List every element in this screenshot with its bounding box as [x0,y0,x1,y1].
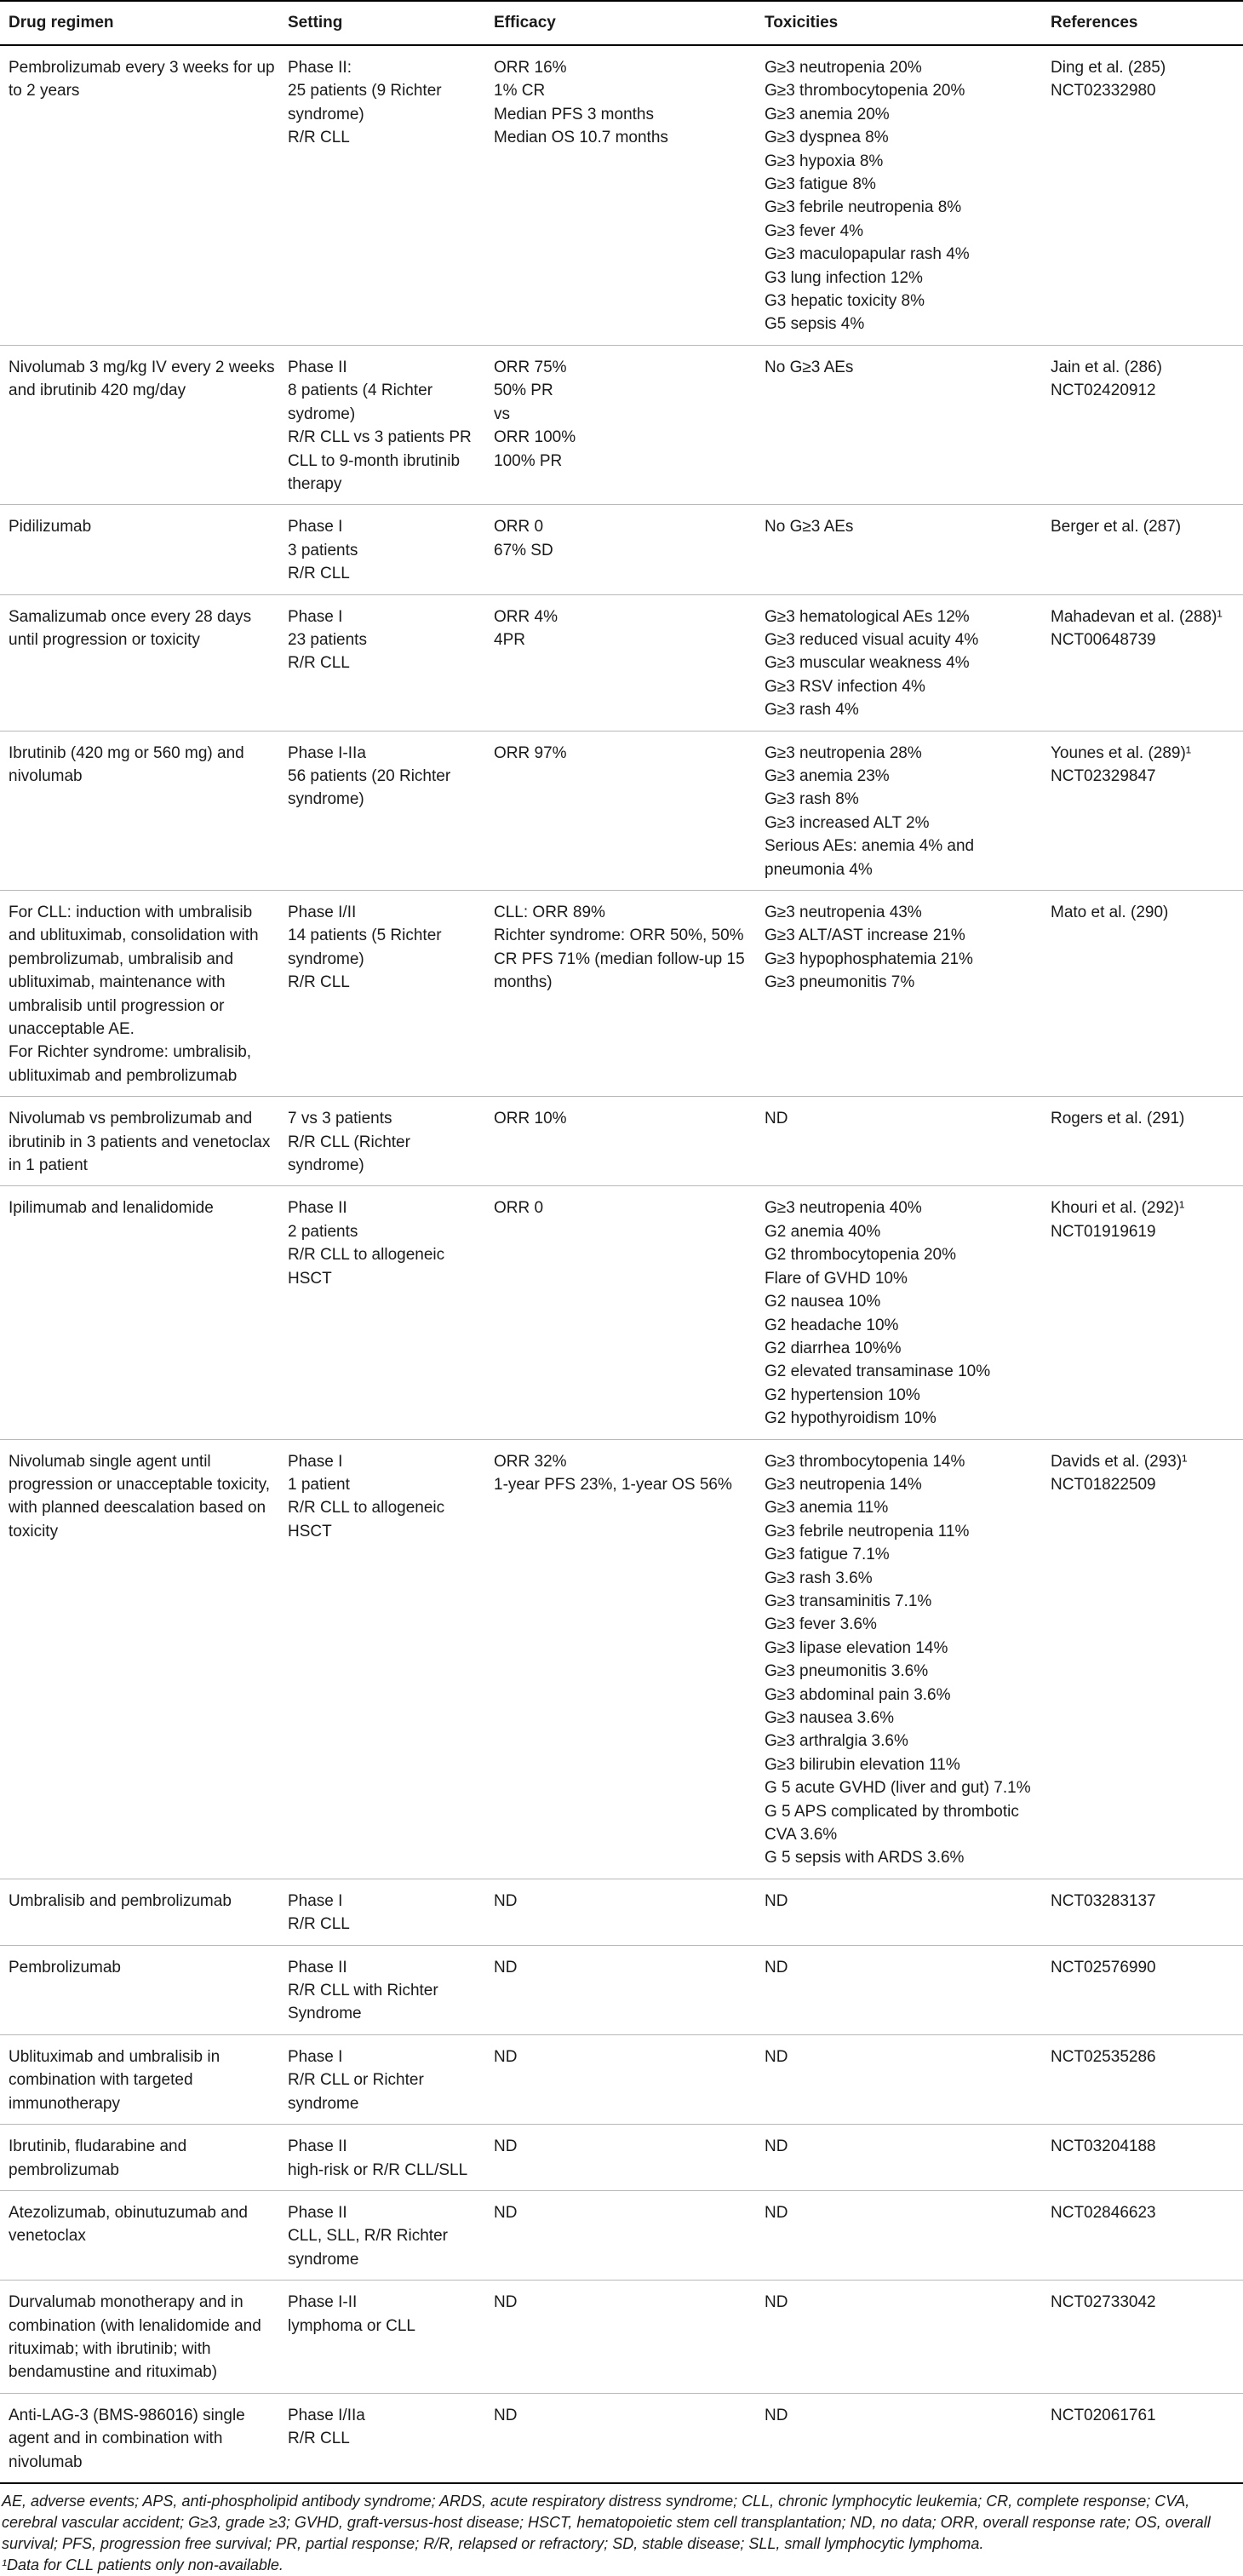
cell-line: Phase II [288,1958,347,1976]
cell-line: ND [494,2203,518,2222]
efficacy-cell [485,2393,756,2483]
efficacy-cell [485,2190,756,2280]
cell-line: ND [765,2047,788,2066]
cell-line: 1 patient [288,1475,350,1494]
toxicities-cell [756,2190,1042,2280]
cell-line: G2 headache 10% [765,1316,899,1334]
cell-line: ORR 4% [494,607,558,626]
cell-line: Phase I-II [288,2293,358,2312]
data-note-footnote: ¹Data for CLL patients only non-available. [2,2556,284,2573]
efficacy-cell [485,1097,756,1186]
drug-regimen-cell [0,345,279,504]
references-header: References [1042,1,1243,45]
setting-cell [279,1879,485,1945]
cell-line: G≥3 nausea 3.6% [765,1709,894,1727]
drug-regimen-cell [0,2190,279,2280]
reference-line: NCT02576990 [1051,1958,1156,1976]
cell-line: G≥3 neutropenia 43% [765,904,922,921]
cell-line: G≥3 anemia 11% [765,1499,889,1517]
cell-line: ORR 16% [494,59,567,77]
drug-regimen-cell [0,2125,279,2191]
cell-line: Phase I [288,607,343,626]
toxicities-cell [756,1439,1042,1879]
reference-line: NCT02329847 [1051,766,1156,785]
cell-line: G≥3 arthralgia 3.6% [765,1732,908,1751]
setting-cell [279,2125,485,2191]
efficacy-cell [485,1945,756,2034]
cell-line: For CLL: induction with umbralisib and ublituximab, consolidation with pembrolizumab, umbralisib and ublituximab, maintenance with umbralisib until progression or unacceptable AE. [9,904,259,1039]
cell-line: ND [494,2137,518,2156]
cell-line: ND [494,2293,518,2312]
cell-line: G≥3 neutropenia 20% [765,59,922,77]
cell-line: 7 vs 3 patients [288,1110,392,1128]
toxicities-cell [756,2034,1042,2124]
cell-line: Richter syndrome: ORR 50%, 50% CR PFS 71% (median follow-up 15 months) [494,927,745,992]
reference-line: NCT02420912 [1051,382,1156,400]
cell-line: Phase I/II [288,904,357,921]
reference-line: Jain et al. (286) [1051,358,1162,376]
references-cell [1042,2125,1243,2191]
table-row [0,1439,1243,1879]
table-footnotes [0,2484,1243,2576]
cell-line: ND [765,2203,788,2222]
cell-line: Phase II [288,2203,347,2222]
efficacy-cell [485,505,756,594]
reference-line: Berger et al. (287) [1051,518,1182,536]
references-cell [1042,2393,1243,2483]
table-row [0,45,1243,345]
references-cell [1042,345,1243,504]
cell-line: Samalizumab once every 28 days until progression or toxicity [9,607,252,649]
efficacy-cell [485,2281,756,2394]
table-row [0,1186,1243,1439]
cell-line: R/R CLL [288,1915,350,1934]
cell-line: Phase I [288,518,343,536]
toxicities-header: Toxicities [756,1,1042,45]
cell-line: R/R CLL to allogeneic HSCT [288,1499,445,1540]
setting-cell [279,505,485,594]
table-row [0,1945,1243,2034]
cell-line: G 5 sepsis with ARDS 3.6% [765,1849,965,1867]
cell-line: G≥3 pneumonitis 7% [765,973,915,992]
cell-line: R/R CLL to allogeneic HSCT [288,1246,445,1288]
cell-line: R/R CLL [288,973,350,992]
cell-line: G2 diarrhea 10%% [765,1339,902,1357]
cell-line: ORR 10% [494,1110,567,1128]
cell-line: G≥3 lipase elevation 14% [765,1638,948,1657]
cell-line: G≥3 thrombocytopenia 20% [765,82,965,100]
drug-regimen-cell [0,594,279,731]
efficacy-header: Efficacy [485,1,756,45]
references-cell [1042,505,1243,594]
cell-line: Anti-LAG-3 (BMS-986016) single agent and in combination with nivolumab [9,2406,245,2471]
setting-cell [279,2281,485,2394]
table-body [0,45,1243,2483]
cell-line: ORR 32% [494,1452,567,1471]
setting-cell [279,2393,485,2483]
cell-line: No G≥3 AEs [765,518,854,536]
efficacy-cell [485,1439,756,1879]
table-row [0,2281,1243,2394]
cell-line: Phase I [288,2047,343,2066]
cell-line: G≥3 anemia 23% [765,766,890,785]
toxicities-cell [756,2125,1042,2191]
cell-line: G≥3 maculopapular rash 4% [765,245,970,264]
references-cell [1042,2034,1243,2124]
drug-regimen-cell [0,2393,279,2483]
reference-line: NCT02535286 [1051,2047,1156,2066]
cell-line: Ibrutinib (420 mg or 560 mg) and nivolumab [9,743,244,785]
cell-line: 67% SD [494,541,553,559]
references-cell [1042,1097,1243,1186]
cell-line: ORR 75% [494,358,567,376]
cell-line: Phase II [288,358,347,376]
cell-line: G≥3 rash 8% [765,790,859,809]
references-cell [1042,731,1243,890]
cell-line: G≥3 fever 4% [765,221,864,240]
cell-line: Median OS 10.7 months [494,129,668,147]
toxicities-cell [756,731,1042,890]
cell-line: G≥3 transaminitis 7.1% [765,1592,932,1610]
efficacy-cell [485,45,756,345]
table-row [0,345,1243,504]
cell-line: ORR 100% [494,428,576,447]
cell-line: Median PFS 3 months [494,105,654,123]
cell-line: Phase I [288,1452,343,1471]
efficacy-cell [485,345,756,504]
reference-line: NCT02332980 [1051,82,1156,100]
efficacy-cell [485,891,756,1097]
cell-line: ND [494,1958,518,1976]
cell-line: Serious AEs: anemia 4% and pneumonia 4% [765,837,975,879]
setting-cell [279,731,485,890]
efficacy-cell [485,1879,756,1945]
reference-line: NCT00648739 [1051,630,1156,649]
setting-cell [279,1097,485,1186]
references-cell [1042,891,1243,1097]
cell-line: R/R CLL [288,565,350,583]
cell-line: No G≥3 AEs [765,358,854,376]
reference-line: Ding et al. (285) [1051,59,1166,77]
table-row [0,1097,1243,1186]
drug-regimen-cell [0,1439,279,1879]
cell-line: ND [494,2047,518,2066]
cell-line: 3 patients [288,541,358,559]
cell-line: 50% PR [494,382,553,400]
reference-line: Younes et al. (289)¹ [1051,743,1192,762]
drug-regimen-cell [0,731,279,890]
cell-line: 1-year PFS 23%, 1-year OS 56% [494,1475,732,1494]
cell-line: 56 patients (20 Richter syndrome) [288,766,451,809]
cell-line: ORR 0 [494,1199,544,1218]
cell-line: G≥3 hematological AEs 12% [765,607,970,626]
cell-line: G≥3 fatigue 7.1% [765,1546,890,1564]
cell-line: ND [765,2293,788,2312]
cell-line: G≥3 increased ALT 2% [765,813,930,832]
cell-line: R/R CLL or Richter syndrome [288,2071,424,2113]
drug-regimen-cell [0,2281,279,2394]
drug-regimen-cell [0,505,279,594]
cell-line: Ipilimumab and lenalidomide [9,1199,214,1218]
drug-regimen-cell [0,1097,279,1186]
cell-line: R/R CLL [288,129,350,147]
toxicities-cell [756,1879,1042,1945]
setting-cell [279,2034,485,2124]
setting-cell [279,1186,485,1439]
cell-line: Nivolumab vs pembrolizumab and ibrutinib in 3 patients and venetoclax in 1 patient [9,1110,271,1175]
cell-line: ND [765,2406,788,2424]
cell-line: G≥3 dyspnea 8% [765,129,889,147]
toxicities-cell [756,2281,1042,2394]
table-header [0,1,1243,45]
toxicities-cell [756,594,1042,731]
cell-line: ORR 0 [494,518,544,536]
cell-line: G≥3 febrile neutropenia 11% [765,1522,970,1540]
cell-line: G≥3 pneumonitis 3.6% [765,1662,929,1681]
cell-line: G2 hypertension 10% [765,1386,920,1404]
table-row [0,731,1243,890]
toxicities-cell [756,1097,1042,1186]
reference-line: Rogers et al. (291) [1051,1110,1185,1128]
setting-cell [279,594,485,731]
drug-regimen-cell [0,2034,279,2124]
cell-line: G≥3 neutropenia 14% [765,1475,922,1494]
cell-line: G2 anemia 40% [765,1222,881,1241]
cell-line: Pidilizumab [9,518,92,536]
reference-line: Mato et al. (290) [1051,904,1169,921]
cell-line: G≥3 hypoxia 8% [765,152,884,170]
cell-line: R/R CLL (Richter syndrome) [288,1133,410,1175]
drug-regimen-cell [0,1879,279,1945]
reference-line: NCT02846623 [1051,2203,1156,2222]
toxicities-cell [756,891,1042,1097]
setting-cell [279,1439,485,1879]
cell-line: Umbralisib and pembrolizumab [9,1891,232,1910]
cell-line: CLL, SLL, R/R Richter syndrome [288,2227,448,2269]
cell-line: For Richter syndrome: umbralisib, ublituximab and pembrolizumab [9,1043,252,1085]
table-row [0,2125,1243,2191]
reference-line: NCT03283137 [1051,1891,1156,1910]
efficacy-cell [485,731,756,890]
table-row [0,594,1243,731]
cell-line: 4PR [494,630,525,649]
cell-line: G 5 acute GVHD (liver and gut) 7.1% [765,1779,1031,1798]
cell-line: Phase I/IIa [288,2406,365,2424]
cell-line: Ublituximab and umbralisib in combination with targeted immunotherapy [9,2047,221,2113]
cell-line: G2 thrombocytopenia 20% [765,1246,956,1265]
drug-regimen-cell [0,1945,279,2034]
cell-line: ND [765,1891,788,1910]
cell-line: Nivolumab single agent until progression or unacceptable toxicity, with planned deescalation based on toxicity [9,1452,270,1540]
toxicities-cell [756,345,1042,504]
setting-cell [279,2190,485,2280]
cell-line: G2 hypothyroidism 10% [765,1409,937,1428]
references-cell [1042,1879,1243,1945]
cell-line: G≥3 anemia 20% [765,105,890,123]
cell-line: Durvalumab monotherapy and in combination (with lenalidomide and rituximab; with ibrutinib; with bendamustine and rituximab) [9,2293,261,2382]
cell-line: G≥3 fever 3.6% [765,1615,877,1634]
cell-line: 8 patients (4 Richter sydrome) [288,382,433,423]
cell-line: vs [494,404,510,423]
cell-line: Phase I-IIa [288,743,366,762]
efficacy-cell [485,1186,756,1439]
cell-line: Ibrutinib, fludarabine and pembrolizumab [9,2137,187,2179]
cell-line: G 5 APS complicated by thrombotic CVA 3.6% [765,1802,1019,1845]
cell-line: G2 nausea 10% [765,1293,881,1311]
cell-line: G≥3 fatigue 8% [765,175,876,194]
reference-line: Mahadevan et al. (288)¹ [1051,607,1223,626]
cell-line: G≥3 rash 4% [765,701,859,720]
toxicities-cell [756,505,1042,594]
cell-line: R/R CLL vs 3 patients PR CLL to 9-month ibrutinib therapy [288,428,472,493]
cell-line: G5 sepsis 4% [765,315,865,334]
cell-line: 2 patients [288,1222,358,1241]
cell-line: 1% CR [494,82,546,100]
cell-line: G≥3 neutropenia 40% [765,1199,922,1218]
toxicities-cell [756,45,1042,345]
reference-line: NCT01822509 [1051,1475,1156,1494]
cell-line: Phase II: [288,59,352,77]
references-cell [1042,2281,1243,2394]
cell-line: Phase II [288,1199,347,1218]
reference-line: NCT02733042 [1051,2293,1156,2312]
reference-line: Davids et al. (293)¹ [1051,1452,1188,1471]
cell-line: ND [765,2137,788,2156]
reference-line: NCT01919619 [1051,1222,1156,1241]
cell-line: ND [494,1891,518,1910]
cell-line: G≥3 febrile neutropenia 8% [765,198,962,217]
cell-line: G≥3 rash 3.6% [765,1569,873,1587]
cell-line: Nivolumab 3 mg/kg IV every 2 weeks and ibrutinib 420 mg/day [9,358,275,400]
reference-line: NCT02061761 [1051,2406,1156,2424]
setting-cell [279,1945,485,2034]
references-cell [1042,1945,1243,2034]
header-row [0,1,1243,45]
cell-line: Pembrolizumab every 3 weeks for up to 2 years [9,59,275,100]
drug-regimen-cell [0,891,279,1097]
cell-line: G≥3 ALT/AST increase 21% [765,927,965,945]
table-row [0,2034,1243,2124]
cell-line: 100% PR [494,451,563,470]
drug-regimen-header: Drug regimen [0,1,279,45]
cell-line: 23 patients [288,630,367,649]
cell-line: G3 lung infection 12% [765,268,923,287]
references-cell [1042,1439,1243,1879]
cell-line: lymphoma or CLL [288,2316,415,2335]
table-row [0,505,1243,594]
drug-regimen-cell [0,45,279,345]
references-cell [1042,45,1243,345]
setting-header: Setting [279,1,485,45]
cell-line: G≥3 hypophosphatemia 21% [765,950,973,968]
abbreviations-footnote: AE, adverse events; APS, anti-phospholipid antibody syndrome; ARDS, acute respiratory distress syndrome; CLL, chronic lymphocytic leukemia; CR, complete response; CVA, cerebral vascular accident; G≥3, grade ≥3; GVHD, graft-versus-host disease; HSCT, hematopoietic stem cell transplantation; ND, no data; ORR, overall response rate; OS, overall survival; PFS, progression free survival; PR, partial response; R/R, relapsed or refractory; SD, stable disease; SLL, small lymphocytic lymphoma. [2,2492,1211,2552]
references-cell [1042,594,1243,731]
reference-line: Khouri et al. (292)¹ [1051,1199,1185,1218]
cell-line: Pembrolizumab [9,1958,121,1976]
efficacy-cell [485,2034,756,2124]
cell-line: G≥3 neutropenia 28% [765,743,922,762]
efficacy-cell [485,2125,756,2191]
toxicities-cell [756,2393,1042,2483]
cell-line: G≥3 muscular weakness 4% [765,654,970,673]
cell-line: high-risk or R/R CLL/SLL [288,2160,468,2179]
cell-line: ND [765,1958,788,1976]
cell-line: R/R CLL [288,654,350,673]
cell-line: G≥3 RSV infection 4% [765,677,925,696]
toxicities-cell [756,1186,1042,1439]
cell-line: Phase I [288,1891,343,1910]
cell-line: Atezolizumab, obinutuzumab and venetoclax [9,2203,248,2246]
setting-cell [279,45,485,345]
cell-line: 14 patients (5 Richter syndrome) [288,927,442,968]
toxicities-cell [756,1945,1042,2034]
cell-line: R/R CLL with Richter Syndrome [288,1982,438,2023]
references-cell [1042,1186,1243,1439]
setting-cell [279,891,485,1097]
cell-line: ND [494,2406,518,2424]
table-row [0,1879,1243,1945]
reference-line: NCT03204188 [1051,2137,1156,2156]
cell-line: Flare of GVHD 10% [765,1269,908,1288]
cell-line: Phase II [288,2137,347,2156]
cell-line: ND [765,1110,788,1128]
cell-line: 25 patients (9 Richter syndrome) [288,82,442,123]
cell-line: CLL: ORR 89% [494,904,605,921]
cell-line: G≥3 abdominal pain 3.6% [765,1685,951,1704]
cell-line: R/R CLL [288,2430,350,2448]
cell-line: G≥3 thrombocytopenia 14% [765,1452,965,1471]
efficacy-cell [485,594,756,731]
cell-line: G≥3 bilirubin elevation 11% [765,1755,960,1774]
cell-line: G3 hepatic toxicity 8% [765,292,925,311]
table-row [0,2190,1243,2280]
drug-regimen-cell [0,1186,279,1439]
setting-cell [279,345,485,504]
table-row [0,2393,1243,2483]
table-row [0,891,1243,1097]
references-cell [1042,2190,1243,2280]
cell-line: G2 elevated transaminase 10% [765,1363,991,1381]
cell-line: ORR 97% [494,743,567,762]
cell-line: G≥3 reduced visual acuity 4% [765,630,979,649]
